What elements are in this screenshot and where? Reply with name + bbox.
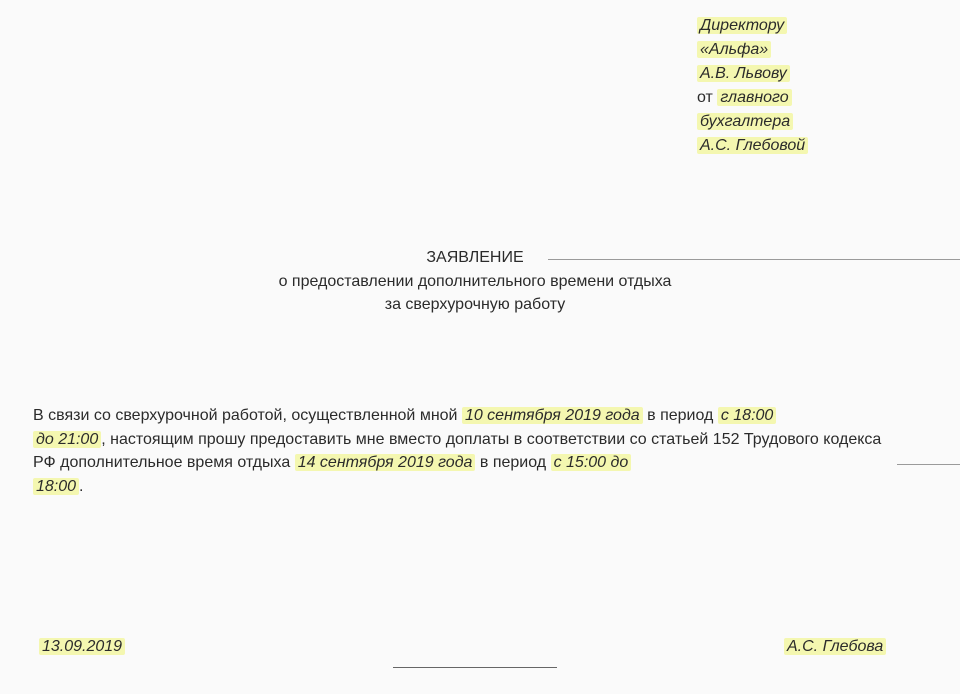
application-date-row [39,638,125,656]
title-block [0,246,950,317]
overtime-date: 10 сентября 2019 года [462,407,643,424]
overtime-time-start: с 18:00 [718,407,776,424]
sender-position-1: главного [717,89,791,106]
body-text: в период [479,454,547,471]
sender-name: А.С. Глебовой [697,137,808,154]
sender-position-2: бухгалтера [697,113,793,130]
body-text: . [79,477,84,495]
statement-body [33,404,893,498]
signature-name: А.С. Глебова [784,638,886,655]
addressee-company: «Альфа» [697,41,771,58]
signature-line [393,667,557,668]
rest-date: 14 сентября 2019 года [295,454,476,471]
body-text: В связи со сверхурочной работой, осуществленной мной [33,407,458,424]
rest-time-start: с 15:00 до [551,454,632,471]
application-date: 13.09.2019 [39,638,125,655]
document-title: ЗАЯВЛЕНИЕ [426,249,524,266]
addressee-block [697,14,808,158]
body-text: , настоящим прошу предоставить мне вместо доплаты в соответствии со статьей 152 Трудового кодекса РФ дополнительное время отдыха [33,430,882,471]
document-subtitle-1: о предоставлении дополнительного времени отдыха [278,272,672,290]
signature-row [784,638,886,656]
document-subtitle-2: за сверхурочную работу [384,296,566,313]
divider-line [897,464,960,465]
addressee-name: А.В. Львову [697,65,790,82]
divider-line [548,259,960,260]
body-text: в период [647,407,714,424]
addressee-position: Директору [697,17,787,34]
overtime-time-end: до 21:00 [33,431,101,448]
from-word: от [697,89,713,106]
rest-time-end: 18:00 [33,478,79,495]
